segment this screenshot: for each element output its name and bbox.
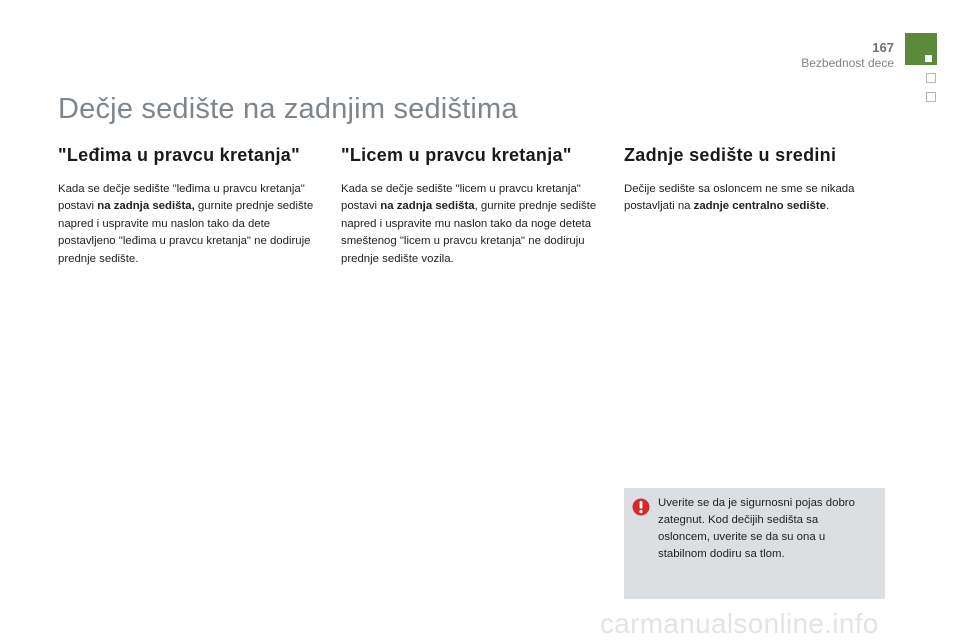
column-heading: "Licem u pravcu kretanja" [341,145,572,165]
page-title: Dečje sedište na zadnjim sedištima [58,93,518,125]
chapter-tab-3[interactable] [926,92,936,102]
paragraph-text: Dečije sedište sa osloncem ne sme se nikada postavljati na [624,183,855,213]
paragraph-text: Kada se dečje sedište "leđima u pravcu kretanja" postavi [58,183,305,213]
warning-box [624,488,885,599]
section-name: Bezbednost dece [801,56,894,70]
tab-marker-icon [925,55,932,62]
paragraph-bold: zadnje centralno sedište [693,200,826,213]
column-forward-facing [341,144,611,268]
column-heading: "Leđima u pravcu kretanja" [58,145,300,165]
chapter-tab-active[interactable] [905,33,937,65]
column-heading: Zadnje sedište u sredini [624,145,837,165]
paragraph-text: Kada se dečje sedište "licem u pravcu kretanja" postavi [341,183,581,213]
column-rear-facing [58,144,328,268]
exclamation-alert-icon [632,498,650,516]
watermark: carmanualsonline.info [600,608,879,639]
chapter-tab-2[interactable] [926,73,936,83]
column-rear-center [624,144,886,216]
column-paragraph [341,181,611,268]
paragraph-text: gurnite prednje sedište napred i uspravite mu naslon tako da dete postavljeno "leđima u pravcu kretanja" ne dodiruje prednje sedište. [58,200,314,265]
warning-text: Uverite se da je sigurnosni pojas dobro zategnut. Kod dečijih sedišta sa osloncem, uverite se da su ona u stabilnom dodiru sa tlom. [658,497,855,560]
paragraph-bold: na zadnja sedišta, [97,200,195,213]
paragraph-bold: na zadnja sedišta [380,200,475,213]
paragraph-text: . [825,200,830,213]
page-number: 167 [872,40,894,55]
paragraph-text: , gurnite prednje sedište napred i uspravite mu naslon tako da noge deteta smeštenog "licem u pravcu kretanja" ne dodiruju prednje sedište vozila. [341,200,597,265]
column-paragraph [58,181,328,268]
column-paragraph [624,181,886,216]
